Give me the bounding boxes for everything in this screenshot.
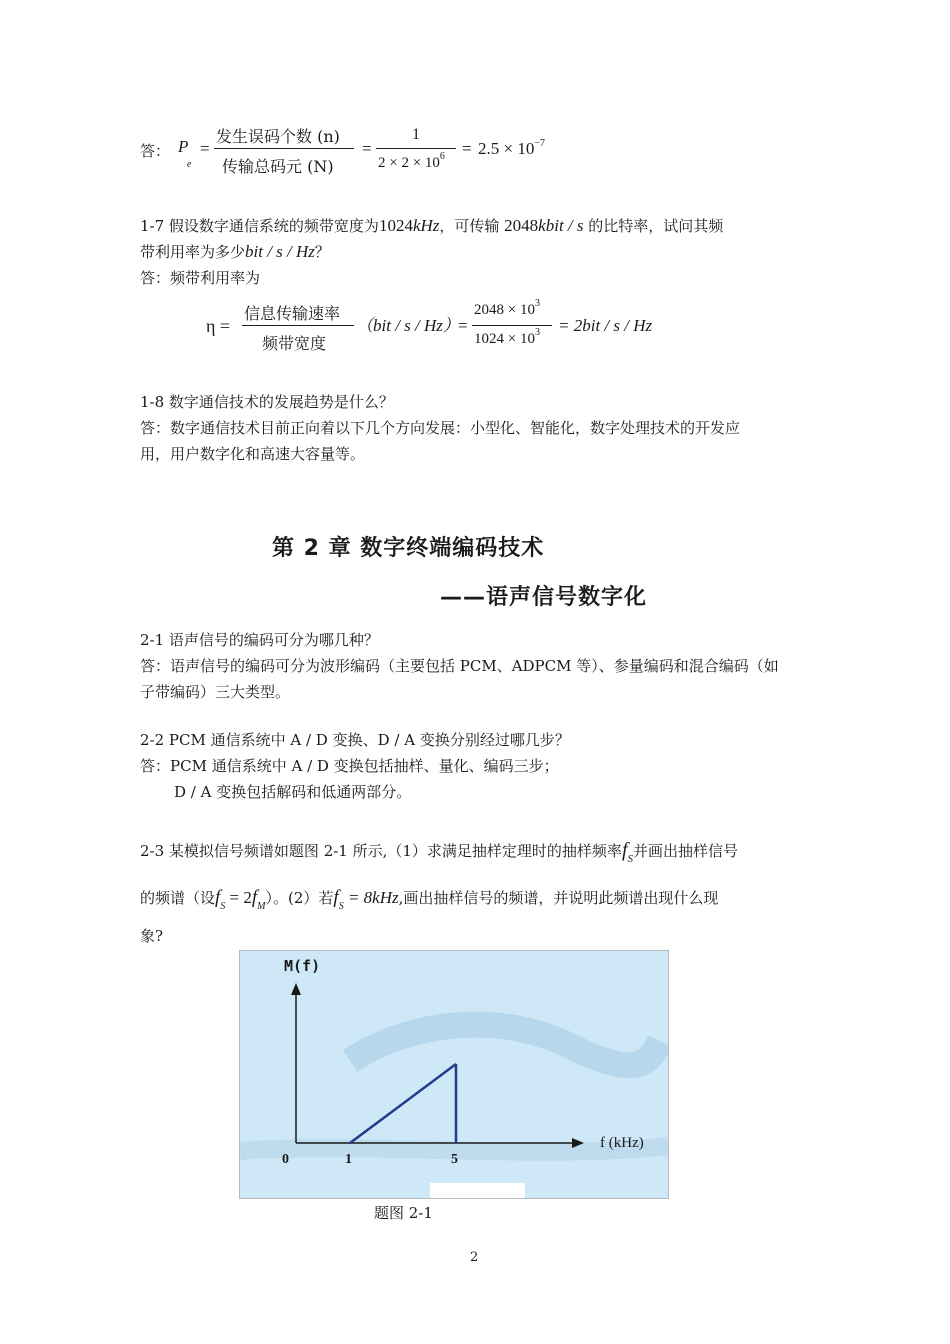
pe-result: $2.5 \times 10^{-7}$ [478, 138, 545, 158]
question-1-8: 1-8 数字通信技术的发展趋势是什么？ [140, 393, 394, 411]
question-1-7: 1-7 假设数字通信系统的频带宽度为1024kHz，可传输 2048kbit / s 的比特率，试问其频 [140, 216, 724, 235]
question-2-3-line3: 象? [140, 927, 164, 945]
eta-unit: （bit / s / Hz） [356, 316, 460, 335]
page-number: 2 [470, 1250, 479, 1265]
answer-prefix: 答： [140, 142, 171, 160]
question-1-7-line2: 带利用率为多少bit / s / Hz？ [140, 242, 330, 261]
eta-numerator: 信息传输速率 [244, 304, 341, 323]
fraction-numerator-2: 1 [412, 126, 420, 143]
tick-1: 1 [345, 1152, 352, 1167]
fraction-bar [214, 148, 354, 149]
question-2-3-line2: 的频谱（设$f_S = 2f_M$）。(2）若$f_S = 8kHz$,画出抽样信号的频谱，并说明此频谱出现什么现 [140, 887, 719, 912]
question-2-1: 2-1 语声信号的编码可分为哪几种？ [140, 631, 379, 649]
spectrum-ramp [350, 1064, 456, 1143]
tick-5: 5 [451, 1152, 458, 1167]
white-patch [430, 1183, 525, 1198]
tick-0: 0 [282, 1152, 289, 1167]
answer-1-7: 答：频带利用率为 [140, 269, 261, 287]
answer-1-8-line1: 答：数字通信技术目前正向着以下几个方向发展：小型化、智能化，数字处理技术的开发应 [140, 419, 741, 437]
eta-fraction-bar-2 [472, 325, 552, 326]
equals-1: = [200, 139, 210, 158]
question-2-2: 2-2 PCM 通信系统中 A / D 变换、D / A 变换分别经过哪几步？ [140, 731, 570, 749]
eta-denominator: 频带宽度 [262, 334, 327, 353]
fraction-bar-2 [376, 148, 456, 149]
y-axis-arrow-icon [291, 983, 301, 995]
answer-2-2-line2: D / A 变换包括解码和低通两部分。 [174, 783, 412, 801]
eta-equals: = [458, 316, 468, 335]
eta-result: = 2bit / s / Hz [558, 316, 653, 335]
eta-denominator-2: $1024 \times 10^3$ [474, 327, 540, 347]
pe-symbol: P [178, 137, 189, 156]
equals-2: = [362, 139, 372, 158]
eta-fraction-bar [242, 325, 354, 326]
answer-2-1-line1: 答：语声信号的编码可分为波形编码（主要包括 PCM、ADPCM 等）、参量编码和混合编码（如 [140, 657, 779, 675]
fraction-denominator: 传输总码元 (N) [222, 157, 334, 176]
answer-2-1-line2: 子带编码）三大类型。 [140, 683, 291, 701]
chapter-title: 第 2 章 数字终端编码技术 [272, 536, 545, 561]
spectrum-plot [240, 951, 668, 1198]
fraction-denominator-2: $2 \times 2 \times 10^6$ [378, 151, 445, 171]
eta-lhs: η = [206, 316, 231, 336]
pe-subscript: e [187, 159, 192, 170]
question-2-3-line1: 2-3 某模拟信号频谱如题图 2-1 所示,（1）求满足抽样定理时的抽样频率$f_S$并画出抽样信号 [140, 839, 739, 865]
fraction-numerator: 发生误码个数 (n) [216, 127, 340, 146]
x-axis-label: f (kHz) [600, 1135, 644, 1151]
spectrum-figure [239, 950, 669, 1199]
figure-caption: 题图 2-1 [374, 1204, 433, 1222]
eta-numerator-2: $2048 \times 10^3$ [474, 298, 540, 318]
y-axis-label: M(f) [284, 957, 321, 975]
background-texture [350, 1025, 660, 1066]
answer-2-2-line1: 答：PCM 通信系统中 A / D 变换包括抽样、量化、编码三步； [140, 757, 559, 775]
chapter-subtitle: ——语声信号数字化 [440, 585, 648, 610]
equals-3: = [462, 139, 472, 158]
answer-1-8-line2: 用，用户数字化和高速大容量等。 [140, 445, 366, 463]
